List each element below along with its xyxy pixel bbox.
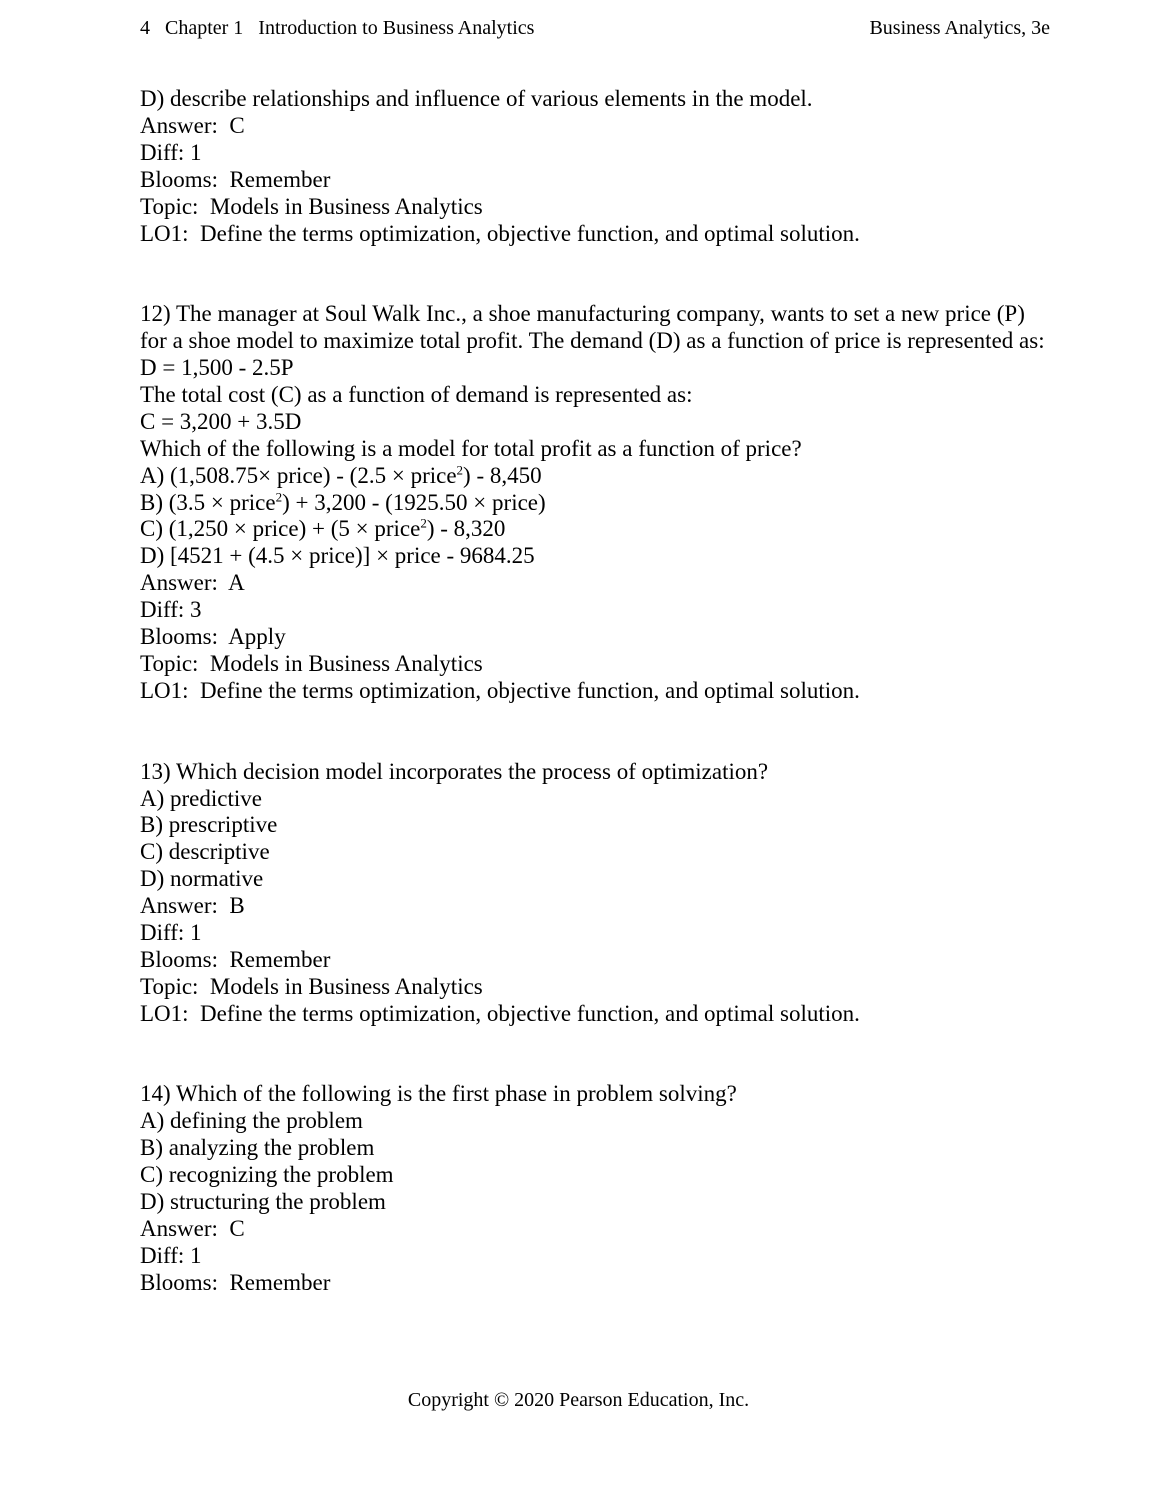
option-d: D) structuring the problem xyxy=(140,1189,386,1215)
option-c: C) (1,250 × price) + (5 × price$^2$) - 8,320 xyxy=(140,515,506,542)
option-d: D) [4521 + (4.5 × price)] × price - 9684.25 xyxy=(140,543,535,569)
topic: Topic: Models in Business Analytics xyxy=(140,973,483,999)
option-b: B) prescriptive xyxy=(140,812,278,838)
blooms: Blooms: Remember xyxy=(140,1269,331,1295)
question-block-11-tail xyxy=(140,86,1050,247)
answer: Answer: A xyxy=(140,570,245,596)
option-a: A) defining the problem xyxy=(140,1108,363,1134)
copyright-notice: Copyright © 2020 Pearson Education, Inc. xyxy=(407,1389,750,1411)
question-stem-cost: The total cost (C) as a function of demand is represented as: xyxy=(140,381,693,407)
page-content xyxy=(140,86,1050,1297)
question-text: Which of the following is a model for total profit as a function of price? xyxy=(140,435,802,461)
topic: Topic: Models in Business Analytics xyxy=(140,651,483,677)
page-footer xyxy=(0,1386,1157,1414)
topic: Topic: Models in Business Analytics xyxy=(140,193,483,219)
option-a: A) (1,508.75× price) - (2.5 × price$^2$) - 8,450 xyxy=(140,462,542,488)
option-b: B) (3.5 × price$^2$) + 3,200 - (1925.50 × price) xyxy=(140,488,546,515)
page-header xyxy=(140,14,1050,42)
learning-objective: LO1: Define the terms optimization, objective function, and optimal solution. xyxy=(140,1000,860,1026)
option-d: D) normative xyxy=(140,866,264,892)
cost-equation: C = 3,200 + 3.5D xyxy=(140,408,302,434)
option-c: C) descriptive xyxy=(140,839,270,865)
header-chapter: 4 Chapter 1 Introduction to Business Analytics xyxy=(140,17,535,39)
learning-objective: LO1: Define the terms optimization, objective function, and optimal solution. xyxy=(140,220,860,246)
demand-equation: D = 1,500 - 2.5P xyxy=(140,355,294,381)
blooms: Blooms: Apply xyxy=(140,624,286,650)
question-block-13 xyxy=(140,759,1050,1028)
question-stem: 12) The manager at Soul Walk Inc., a shoe manufacturing company, wants to set a new price (P) for a shoe model to maximize total profit. The demand (D) as a function of price is represented as: xyxy=(140,301,1045,354)
option-b: B) analyzing the problem xyxy=(140,1135,375,1161)
difficulty: Diff: 1 xyxy=(140,920,202,946)
answer: Answer: C xyxy=(140,1216,245,1242)
answer: Answer: C xyxy=(140,112,245,138)
blooms: Blooms: Remember xyxy=(140,946,331,972)
question-block-12 xyxy=(140,301,1050,705)
option-d: D) describe relationships and influence of various elements in the model. xyxy=(140,86,813,111)
blooms: Blooms: Remember xyxy=(140,166,331,192)
question-text: 14) Which of the following is the first phase in problem solving? xyxy=(140,1081,737,1107)
option-a: A) predictive xyxy=(140,785,262,811)
option-c: C) recognizing the problem xyxy=(140,1162,394,1188)
difficulty: Diff: 1 xyxy=(140,1242,202,1268)
header-book-title: Business Analytics, 3e xyxy=(869,17,1050,39)
question-block-14 xyxy=(140,1081,1050,1296)
question-text: 13) Which decision model incorporates the process of optimization? xyxy=(140,758,769,784)
learning-objective: LO1: Define the terms optimization, objective function, and optimal solution. xyxy=(140,677,860,703)
difficulty: Diff: 1 xyxy=(140,139,202,165)
difficulty: Diff: 3 xyxy=(140,597,202,623)
answer: Answer: B xyxy=(140,893,245,919)
